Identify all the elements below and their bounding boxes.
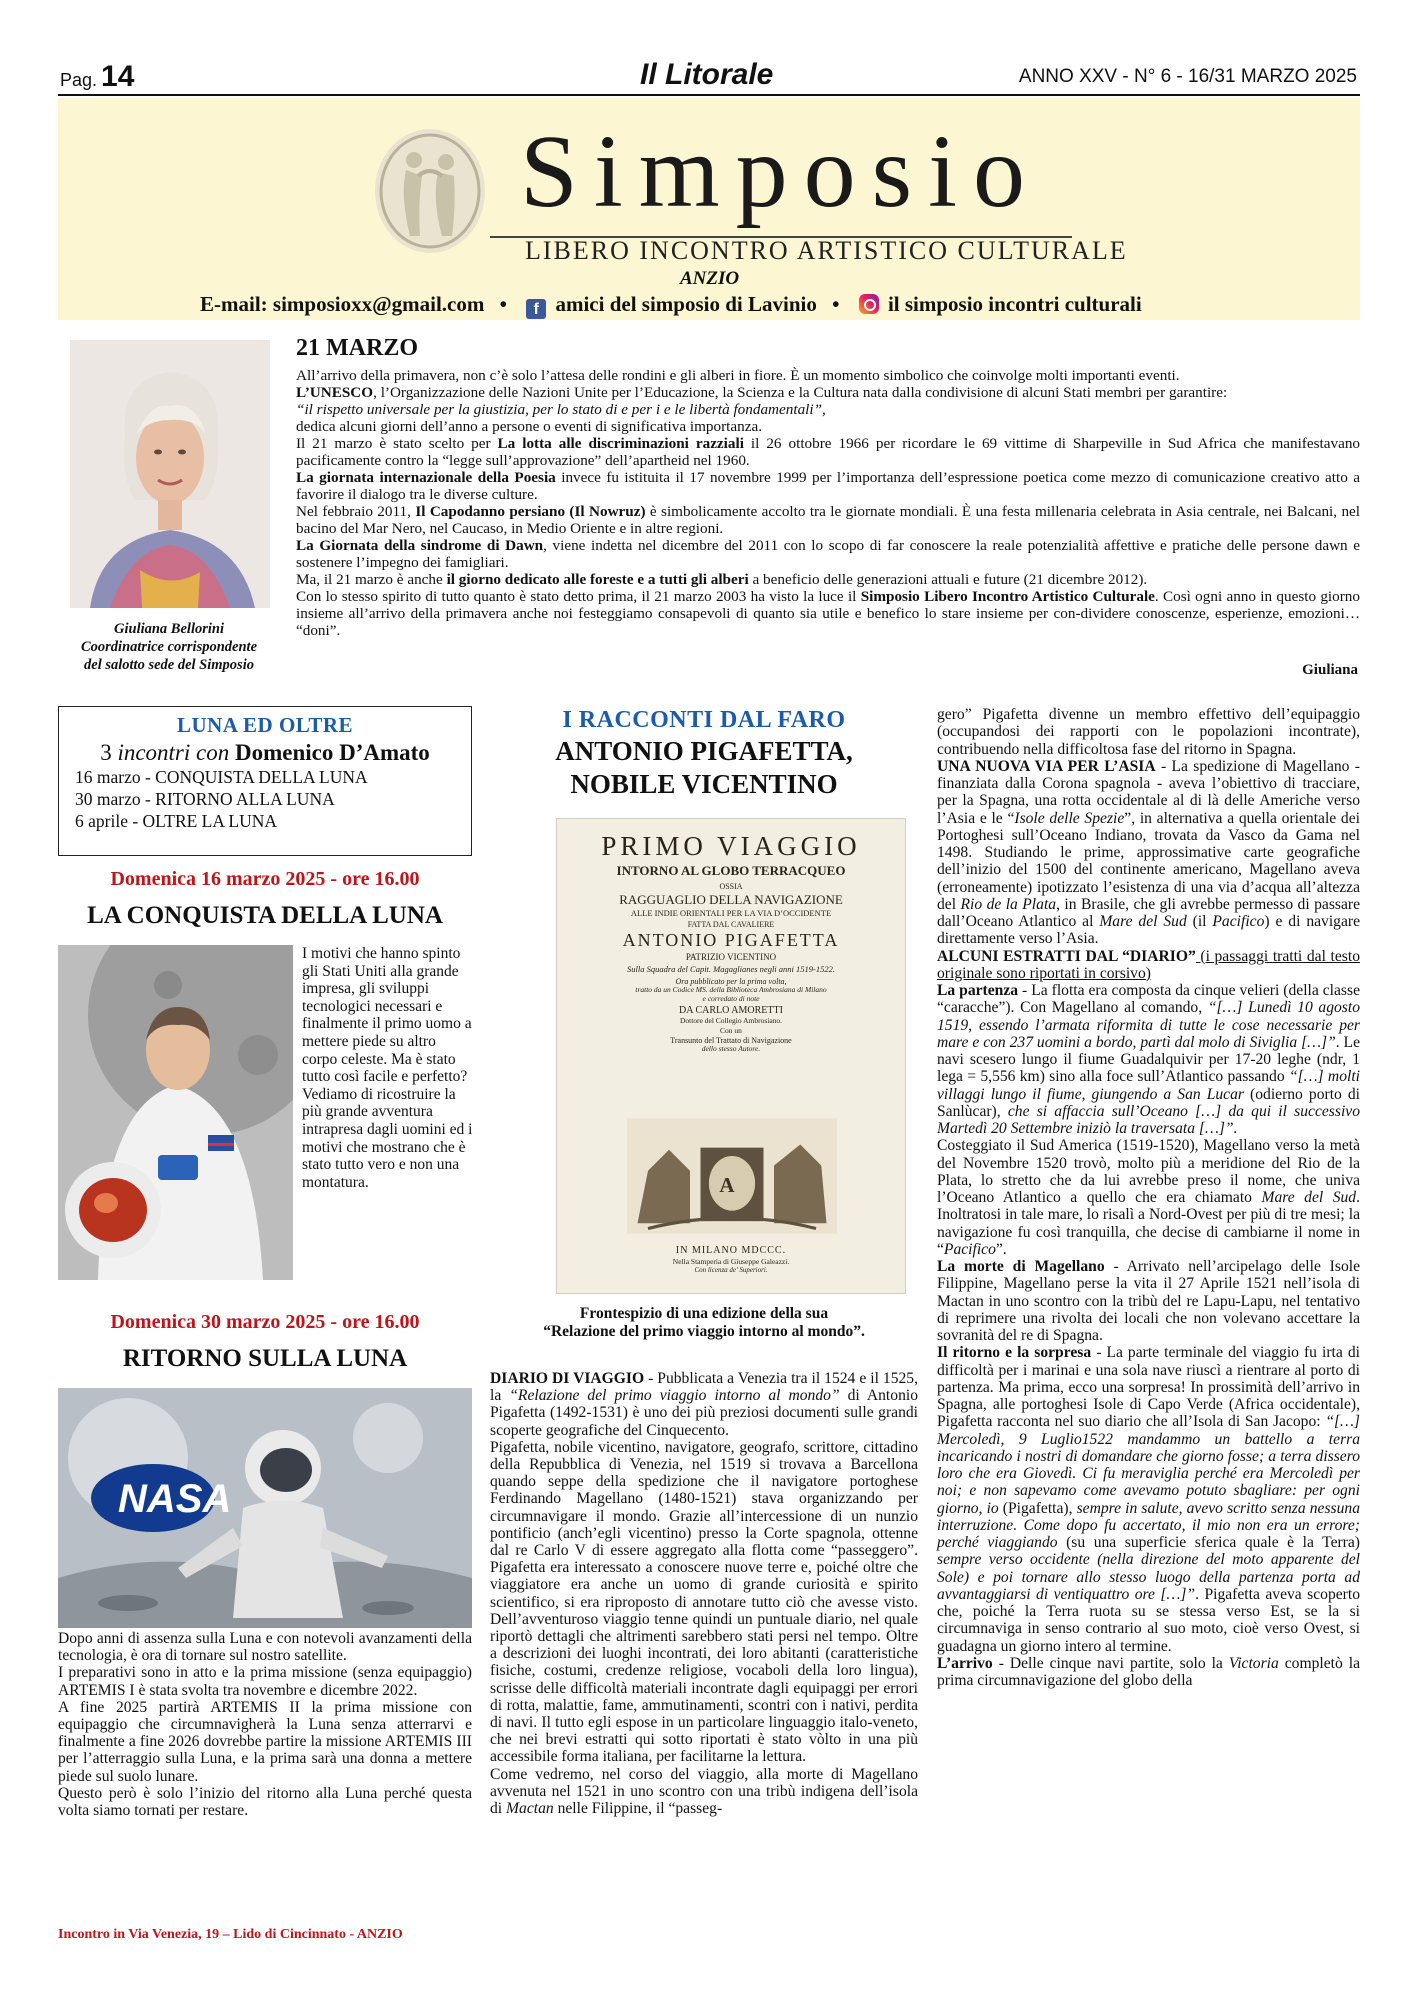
editorial-title: 21 MARZO [296,335,418,361]
frontispiece-line: tratto da un Codice MS. della Biblioteca Ambrosiana di Milano [635,985,827,995]
paragraph: Dopo anni di assenza sulla Luna e con notevoli avanzamenti della tecnologia, è ora di tornare sul nostro satellite. [58,1630,472,1665]
paragraph: Questo però è solo l’inizio del ritorno alla Luna perché questa volta siamo tornati per restare. [58,1784,472,1820]
paragraph: DIARIO DI VIAGGIO - Pubblicata a Venezia tra il 1524 e il 1525, la “Relazione del primo viaggio intorno al mondo” di Antonio Pigafetta (1492-1531) è uno dei più preziosi documenti sulle grandi scoperte geografiche del Cinquecento. [490,1370,918,1439]
frontispiece-line: Nella Stamperia di Giuseppe Galeazzi. [672,1257,790,1266]
frontispiece-caption [490,1305,918,1341]
event2-date: Domenica 30 marzo 2025 - ore 16.00 [110,1311,420,1333]
astronaut-photo [58,945,293,1280]
portrait-caption [58,620,280,674]
instagram-icon [859,294,879,314]
header-divider [58,94,1360,96]
frontispiece-line: RAGGUAGLIO DELLA NAVIGAZIONE [619,892,843,908]
svg-text:A: A [719,1172,735,1197]
frontispiece-line: PRIMO VIAGGIO [601,831,861,861]
paragraph: dedica alcuni giorni dell’anno a persone o eventi di significativa importanza. [296,418,763,435]
paragraph: gero” Pigafetta divenne un membro effettivo dell’equipaggio (occupandosi dei rapporti con le popolazioni incontrate), contribuendo nella difficoltosa fase del ritorno in Spagna. [937,706,1360,758]
frontispiece-line: PATRIZIO VICENTINO [685,951,777,962]
paragraph: Il ritorno e la sorpresa - La parte terminale del viaggio fu irta di difficoltà per i marinai e una sola nave riuscì a rientrare al porto di partenza. Ma prima, ecco una sorpresa! In prossimità dell’arrivo in Spagna, alle portoghesi Isole di Capo Verde (Africa occidentale), Pigafetta racconta nel suo diario che all’Isola di San Jacopo: “[…] Mercoledì, 9 Luglio1522 mandammo un battello a terra incaricando i nostri di domandare che giorno fosse; a terra dissero loro che era Giovedì. Ci fu meraviglia perché era Mercoledì per noi; e non sapevamo come avevamo potuto sbagliare: per ogni giorno, io (Pigafetta), sempre in salute, avevo scritto senza nessuna interruzione. Come dopo fu accertato, il mio non era un errore; perché viaggiando (su una superficie sferica quale è la Terra) sempre verso occidente (nella direzione del moto apparente del Sole) e poi tornare allo stesso luogo della partenza porta ad avvantaggiarsi di ventiquattro ore […]”. Pigafetta aveva scoperto che, poiché la Terra ruota su se stessa verso Est, se la si circumnaviga in senso contrario al suo moto, cioè verso Ovest, si guadagna un giorno intero al termine. [937,1344,1361,1655]
paragraph: UNA NUOVA VIA PER L’ASIA - La spedizione di Magellano - finanziata dalla Corona spagnola - aveva l’obiettivo di tracciare, per la Spagna, una rotta occidentale al di là delle Americhe verso l’Asia e le “Isole delle Spezie”, in alternativa a quella orientale dei Portoghesi sull’Oceano Indiano, trovata da Vasco da Gama nel 1498. Studiando le prime, approssimative carte geografiche dell’inizio del 1500 del continente americano, Magellano aveva (erroneamente) ipotizzato l’esistenza di una via d’acqua all’altezza del Rio de la Plata, in Brasile, che gli avrebbe permesso di passare dall’Oceano Atlantico al Mare del Sud (il Pacifico) e di navigare direttamente verso l’Asia. [937,757,1360,948]
frontispiece-line: ANTONIO PIGAFETTA [622,930,840,951]
luna-box [58,706,472,856]
event1-title: LA CONQUISTA DELLA LUNA [87,902,443,929]
editorial-signature: Giuliana [1302,662,1358,678]
event1-date: Domenica 16 marzo 2025 - ore 16.00 [110,868,420,890]
luna-box-item: 16 marzo - CONQUISTA DELLA LUNA [75,767,368,787]
nasa-astronaut-image [58,1388,472,1628]
brand-subtitle: LIBERO INCONTRO ARTISTICO CULTURALE [525,236,1128,265]
frontispiece-line: Sulla Squadra del Capit. Magaglianes negli anni 1519-1522. [626,964,835,975]
frontispiece-line: FATTA DAL CAVALIERE [687,919,775,929]
paragraph: All’arrivo della primavera, non c’è solo l’attesa delle rondini e gli alberi in fiore. È un momento simbolico che coinvolge molti importanti eventi. [296,367,1180,384]
article-title-line: ANTONIO PIGAFETTA, [555,736,853,766]
instagram-link[interactable]: il simposio incontri culturali [887,292,1142,316]
frontispiece-image [556,818,906,1294]
section-heading: ALCUNI ESTRATTI DAL “DIARIO” (i passaggi tratti dal testo originale sono riportati in corsivo) [937,947,1360,982]
frontispiece-line: Dottore del Collegio Ambrosiano. [679,1015,783,1025]
event1-text: I motivi che hanno spinto gli Stati Uniti alla grande impresa, gli sviluppi tecnologici necessari e finalmente il primo uomo a mettere piede su altro corpo celeste. Ma è stato tutto così facile e perfetto? Vediamo di ricostruire la più grande avventura intrapresa dagli uomini ed i motivi che mostrano che è stato tutto vero e non una montatura. [302,945,473,1191]
paragraph: Con lo stesso spirito di tutto quanto è stato detto prima, il 21 marzo 2003 ha visto la luce il Simposio Libero Incontro Artistico Culturale. Così ogni anno in questo giorno insieme all’arrivo della primavera anche noi festeggiamo consapevoli di quanto sia utile e benefico lo stare insieme per con-dividere conoscenze, esperienze, emozioni… “doni”. [296,588,1360,639]
racconti-kicker: I RACCONTI DAL FARO [562,707,846,733]
contacts-line [200,292,1142,319]
event2-body [58,1630,472,1819]
frontispiece-vignette [627,1117,837,1235]
page-label: Pag. 14 [60,60,135,93]
frontispiece-line: Con licenza de’ Superiori. [694,1266,768,1274]
email-link[interactable]: E-mail: simposioxx@gmail.com [200,292,485,316]
luna-box-item: 30 marzo - RITORNO ALLA LUNA [75,789,335,809]
luna-box-item: 6 aprile - OLTRE LA LUNA [75,811,278,831]
editorial-body [296,367,1360,639]
brand-place: ANZIO [680,268,740,289]
paragraph: La giornata internazionale della Poesia invece fu istituita il 17 novembre 1999 per l’importanza dell’espressione poetica come mezzo di comunicazione creativo atto a favorire il dialogo tra le diverse culture. [296,469,1360,503]
paragraph: Il 21 marzo è stato scelto per La lotta alle discriminazioni razziali il 26 ottobre 1966 per ricordare le 69 vittime di Sharpeville in Sud Africa che manifestavano pacificamente contro la “legge sull’approvazione” dell’apartheid nel 1960. [296,435,1361,469]
article-body-right [937,706,1360,1689]
frontispiece-line: Ora pubblicato per la prima volta, [675,976,787,986]
frontispiece-line: e corredato di note [702,993,760,1003]
paragraph: La morte di Magellano - Arrivato nell’arcipelago delle Isole Filippine, Magellano perse la vita il 27 Aprile 1521 nell’isola di Mactan in uno scontro con la tribù del re Lapu-Lapu, nel tentativo di reprimere una rivolta dei locali che non volevano accettare la sovranità del re di Spagna. [937,1258,1360,1344]
caption-role: Coordinatrice corrispondente [80,639,258,655]
article-title [490,735,918,801]
frontispiece-line: OSSIA [719,881,743,891]
frontispiece-line: Transunto del Trattato di Navigazione [670,1036,792,1046]
issue-info: ANNO XXV - N° 6 - 16/31 MARZO 2025 [1018,66,1357,87]
facebook-icon: f [526,299,546,319]
paragraph: Come vedremo, nel corso del viaggio, alla morte di Magellano avvenuta nel 1521 in uno scontro con una tribù indigena dell’isola di Mactan nelle Filippine, il “passeg- [490,1765,918,1818]
caption-line: “Relazione del primo viaggio intorno al mondo”. [543,1323,865,1340]
frontispiece-line: dello stesso Autore. [701,1044,761,1054]
paragraph: A fine 2025 partirà ARTEMIS II la prima missione con equipaggio che circumnavigherà la Luna senza atterrarvi e finalmente a fine 2026 dovrebbe partire la missione ARTEMIS III per l’atterraggio sulla Luna, e la prima sarà una donna a mettere piede sul suolo lunare. [58,1698,472,1785]
caption-line: Frontespizio di una edizione della sua [579,1305,829,1322]
paragraph: La Giornata della sindrome di Dawn, viene indetta nel dicembre del 2011 con lo scopo di far conoscere la reale potenzialità affettive e pratiche delle persone dawn e sostenere l’impegno dei famigliari. [296,537,1360,571]
event2-title: RITORNO SULLA LUNA [122,1345,408,1372]
frontispiece-line: IN MILANO MDCCC. [675,1245,787,1256]
luna-box-subtitle: 3 incontri con Domenico D’Amato [100,740,430,765]
frontispiece-line: ALLE INDIE ORIENTALI PER LA VIA D’OCCIDENTE [630,908,832,919]
caption-role: del salotto sede del Simposio [84,657,254,673]
luna-box-title: LUNA ED OLTRE [176,713,354,737]
paragraph: Pigafetta, nobile vicentino, navigatore, geografo, scrittore, cittadino della Repubblica di Venezia, nel 1519 si trovava a Barcellona quando seppe della spedizione che il navigatore portoghese Ferdinando Magellano (1480-1521) stava organizzando per circumnavigare il mondo. Grazie all’intercessione di un nunzio pontificio (anch’egli vicentino) presso la Corte spagnola, ottenne dal re Carlo V di essere aggregato alla flotta come “passeggero”. Pigafetta era interessato a conoscere nuove terre e, poiché oltre che viaggiatore era anche un uomo di grande curiosità e spirito scientifico, si era riproposto di annotare tutto ciò che avesse visto. Dell’avventuroso viaggio tenne quindi un puntuale diario, nel quale riportò dettagli che altrimenti sarebbero stati persi nel tempo. Oltre a descrizioni dei luoghi incontrati, dei loro abitanti (caratteristiche fisiche, costumi, credenze religiose, vocaboli della loro lingua), scrisse delle difficoltà materiali incontrate dagli equipaggi per errori di rotta, malattie, fame, ammutinamenti, scontri con i nativi, perdita di navi. Il tutto egli espose in un particolare linguaggio italo-veneto, che nei brevi estratti qui sotto riportati è stato vòlto in una più accessibile forma italiana, per facilitarne la lettura. [490,1438,918,1766]
paragraph: L’arrivo - Delle cinque navi partite, solo la Victoria completò la prima circumnavigazione del globo della [937,1654,1360,1689]
paragraph: Costeggiato il Sud America (1519-1520), Magellano verso la metà del Novembre 1520 trovò, molto più a meridione del Rio de la Plata, lo stretto che da lui avrebbe preso il nome, che univa l’Oceano Atlantico a quello che era chiamato Mare del Sud. Inoltratosi in tale mare, lo risalì a Nord-Ovest per più di tre mesi; la navigazione fu così tranquilla, che decise di cambiarne il nome in “Pacifico”. [937,1137,1360,1258]
page-number: 14 [101,60,135,93]
paragraph: I preparativi sono in atto e la prima missione (senza equipaggio) ARTEMIS I è stata svolta tra novembre e dicembre 2022. [58,1664,472,1699]
separator: • [832,292,840,316]
nasa-logo: NASA [118,1477,232,1521]
frontispiece-line: DA CARLO AMORETTI [679,1005,783,1017]
simposio-logo-icon [370,126,490,256]
article-title-line: NOBILE VICENTINO [570,769,838,799]
caption-name: Giuliana Bellorini [114,621,224,637]
paragraph: Ma, il 21 marzo è anche il giorno dedicato alle foreste e a tutti gli alberi a beneficio delle generazioni attuali e future (21 dicembre 2012). [296,571,1148,588]
paragraph: L’UNESCO, l’Organizzazione delle Nazioni Unite per l’Educazione, la Scienza e la Cultura nata dalla condivisione di alcuni Stati membri per garantire: [296,384,1228,401]
frontispiece-line: INTORNO AL GLOBO TERRACQUEO [616,863,846,879]
quote: “il rispetto universale per la giustizia, per lo stato di e per i e le libertà fondamentali”, [296,401,826,418]
paragraph: Nel febbraio 2011, Il Capodanno persiano (Il Nowruz) è simbolicamente accolto tra le giornate mondiali. È una festa millenaria celebrata in Asia centrale, nei Balcani, nel bacino del Mar Nero, nel Caucaso, in Medio Oriente e in altre regioni. [296,503,1361,537]
brand-title: Simposio [520,114,1041,229]
paragraph: La partenza - La flotta era composta da cinque velieri (della classe “caracche”). Con Magellano al comando, “[…] Lunedì 10 agosto 1519, essendo l’armata riformita di tutte le cose necessarie per mare e con 237 uomini a bordo, partì dal molo di Siviglia […]”. Le navi scesero lungo il fiume Guadalquivir per 17-20 leghe (ndr, 1 lega = 5,556 km) sino alla foce sull’Atlantico passando “[…] molti villaggi lungo il fiume, giungendo a San Lucar (odierno porto di Sanlùcar), che si affaccia sull’Oceano […] da qui il successivo Martedì 20 Settembre iniziò la traversata […]”. [937,982,1361,1137]
venue-note: Incontro in Via Venezia, 19 – Lido di Cincinnato - ANZIO [58,1927,403,1942]
separator: • [499,292,507,316]
newspaper-name: Il Litorale [640,58,774,91]
facebook-link[interactable]: amici del simposio di Lavinio [555,292,817,316]
frontispiece-line: Con un [720,1026,742,1036]
article-body-middle [490,1370,918,1817]
portrait-photo [70,340,270,608]
